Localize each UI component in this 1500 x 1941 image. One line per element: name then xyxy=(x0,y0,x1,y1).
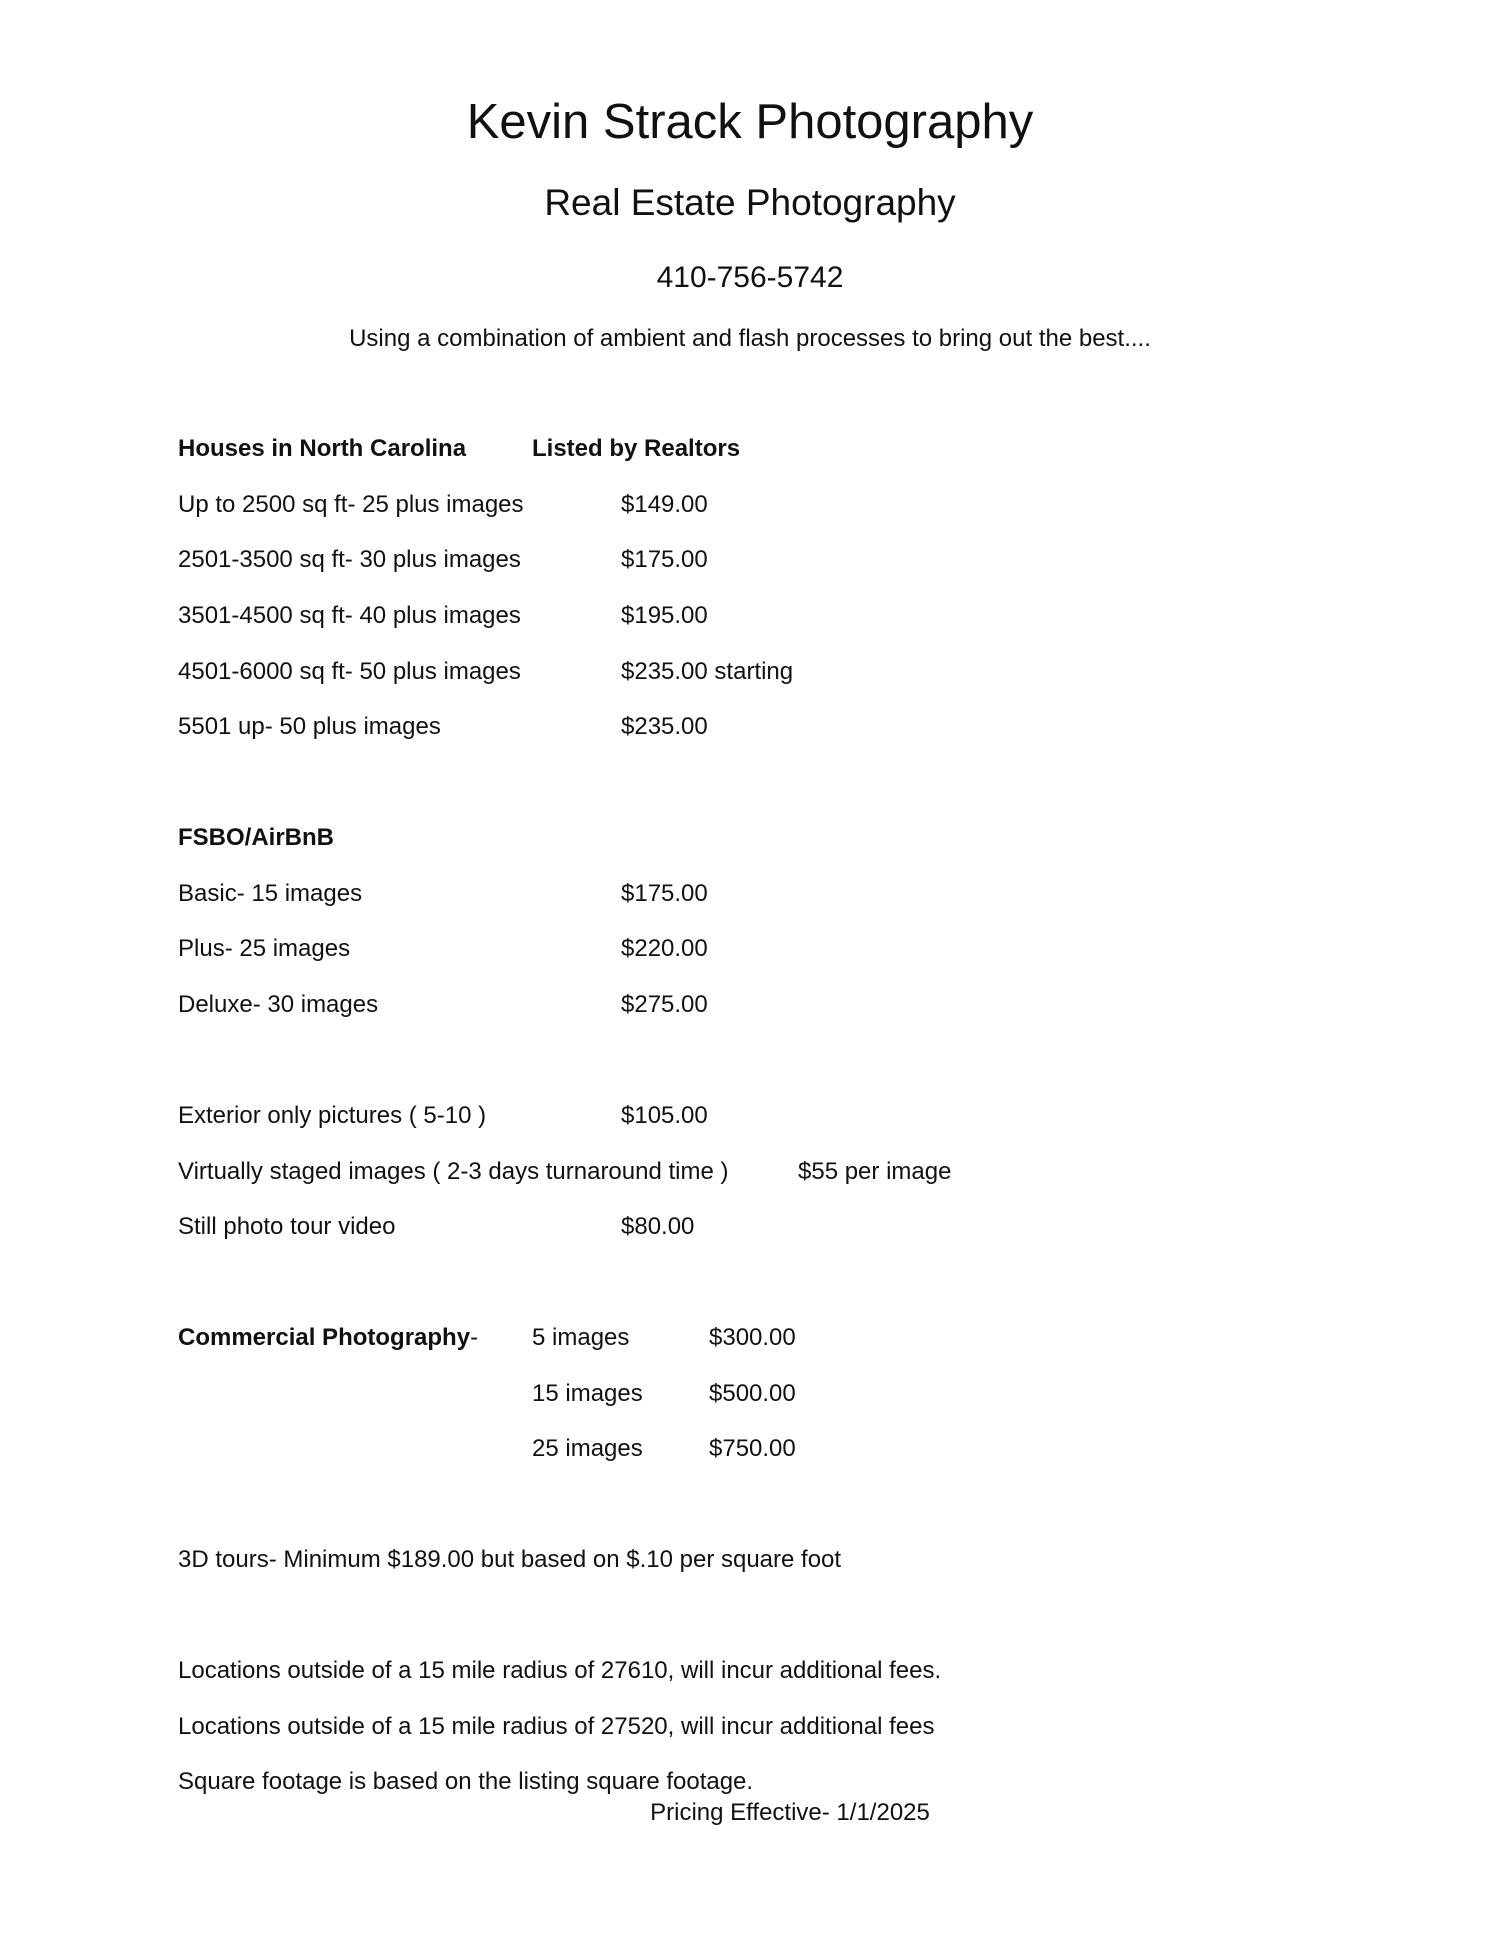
house-row-desc: 5501 up- 50 plus images xyxy=(178,713,441,740)
house-row-price: $175.00 xyxy=(621,546,708,573)
fsbo-heading: FSBO/AirBnB xyxy=(178,824,334,851)
fsbo-row-desc: Basic- 15 images xyxy=(178,880,363,907)
commercial-row-images: 25 images xyxy=(532,1435,643,1462)
note-line: Locations outside of a 15 mile radius of 27520, will incur additional fees xyxy=(178,1713,935,1740)
house-row-desc: 2501-3500 sq ft- 30 plus images xyxy=(178,546,521,573)
house-row-price: $149.00 xyxy=(621,491,708,518)
commercial-row-price: $500.00 xyxy=(709,1380,796,1407)
commercial-heading: Commercial Photography xyxy=(178,1324,471,1351)
page-title: Kevin Strack Photography xyxy=(466,95,1034,149)
virtual-staging-price: $55 per image xyxy=(798,1158,952,1185)
tagline: Using a combination of ambient and flash processes to bring out the best.... xyxy=(349,325,1151,352)
commercial-heading-line xyxy=(178,1322,478,1354)
fsbo-row-desc: Deluxe- 30 images xyxy=(178,991,379,1018)
commercial-row-images: 15 images xyxy=(532,1380,643,1407)
houses-heading: Houses in North Carolina xyxy=(178,435,467,462)
house-row-desc: 4501-6000 sq ft- 50 plus images xyxy=(178,658,521,685)
house-row-desc: Up to 2500 sq ft- 25 plus images xyxy=(178,491,524,518)
commercial-row-images: 5 images xyxy=(532,1324,630,1351)
house-row-price: $235.00 starting xyxy=(621,658,794,685)
pricing-effective: Pricing Effective- 1/1/2025 xyxy=(650,1799,930,1826)
tours-3d-text: 3D tours- Minimum $189.00 but based on $.10 per square foot xyxy=(178,1546,842,1573)
commercial-row-price: $300.00 xyxy=(709,1324,796,1351)
video-desc: Still photo tour video xyxy=(178,1213,396,1240)
fsbo-row-desc: Plus- 25 images xyxy=(178,935,351,962)
commercial-heading-suffix: - xyxy=(470,1324,479,1351)
houses-heading-right: Listed by Realtors xyxy=(532,435,741,462)
house-row-price: $235.00 xyxy=(621,713,708,740)
house-row-desc: 3501-4500 sq ft- 40 plus images xyxy=(178,602,521,629)
commercial-row-price: $750.00 xyxy=(709,1435,796,1462)
fsbo-row-price: $175.00 xyxy=(621,880,708,907)
exterior-desc: Exterior only pictures ( 5-10 ) xyxy=(178,1102,487,1129)
house-row-price: $195.00 xyxy=(621,602,708,629)
fsbo-row-price: $220.00 xyxy=(621,935,708,962)
note-line: Locations outside of a 15 mile radius of 27610, will incur additional fees. xyxy=(178,1657,942,1684)
phone-number: 410-756-5742 xyxy=(656,261,844,294)
virtual-staging-desc: Virtually staged images ( 2-3 days turnaround time ) xyxy=(178,1158,729,1185)
exterior-price: $105.00 xyxy=(621,1102,708,1129)
note-line: Square footage is based on the listing square footage. xyxy=(178,1768,754,1795)
video-price: $80.00 xyxy=(621,1213,695,1240)
page-subtitle: Real Estate Photography xyxy=(544,182,956,223)
fsbo-row-price: $275.00 xyxy=(621,991,708,1018)
